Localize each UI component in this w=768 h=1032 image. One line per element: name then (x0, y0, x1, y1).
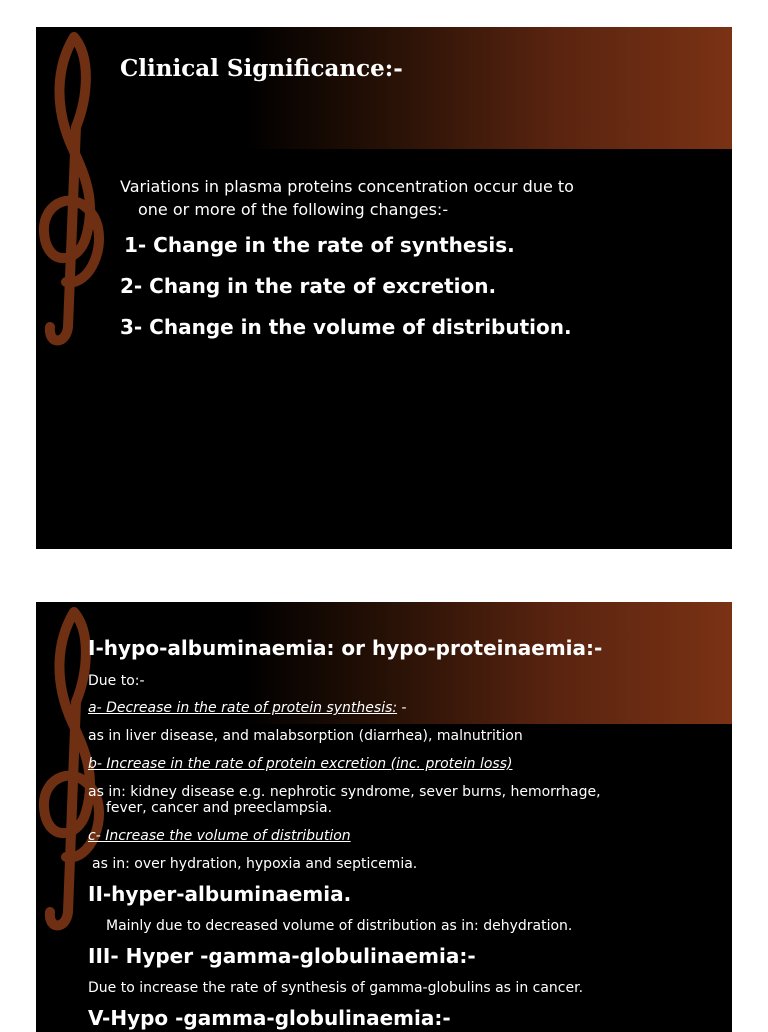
header-gradient-band (36, 27, 732, 149)
heading-hypo-albuminaemia: I-hypo-albuminaemia: or hypo-proteinaemia:- (88, 636, 603, 660)
point-1: 1- Change in the rate of synthesis. (124, 233, 515, 257)
cause-a-label: a- Decrease in the rate of protein synthesis: (88, 700, 398, 716)
cause-a-suffix: - (397, 700, 407, 716)
heading-hyper-albuminaemia: II-hyper-albuminaemia. (88, 882, 352, 906)
cause-b-label: b- Increase in the rate of protein excretion (inc. protein loss) (88, 756, 513, 772)
cause-b-text-2: fever, cancer and preeclampsia. (106, 800, 333, 816)
heading-hyper-gamma: III- Hyper -gamma-globulinaemia:- (88, 944, 476, 968)
heading-hypo-gamma: V-Hypo -gamma-globulinaemia:- (88, 1006, 451, 1030)
cause-c-text: as in: over hydration, hypoxia and septicemia. (92, 856, 418, 872)
cause-a-text: as in liver disease, and malabsorption (diarrhea), malnutrition (88, 728, 523, 744)
hyper-albuminaemia-text: Mainly due to decreased volume of distribution as in: dehydration. (106, 918, 573, 934)
hyper-gamma-text: Due to increase the rate of synthesis of gamma-globulins as in cancer. (88, 980, 584, 996)
slide-2 (36, 602, 732, 1032)
intro-line-2: one or more of the following changes:- (138, 200, 449, 219)
intro-line-1: Variations in plasma proteins concentration occur due to (120, 177, 574, 196)
treble-clef-icon (36, 27, 116, 347)
intro-text (120, 175, 660, 221)
cause-c-label: c- Increase the volume of distribution (88, 828, 351, 844)
cause-a-line (88, 700, 407, 716)
slide-title: Clinical Significance:- (120, 55, 403, 82)
point-3: 3- Change in the volume of distribution. (120, 315, 572, 339)
slide-1 (36, 27, 732, 549)
point-2: 2- Chang in the rate of excretion. (120, 274, 497, 298)
due-to-label: Due to:- (88, 673, 145, 689)
cause-b-text-1: as in: kidney disease e.g. nephrotic syndrome, sever burns, hemorrhage, (88, 784, 601, 800)
